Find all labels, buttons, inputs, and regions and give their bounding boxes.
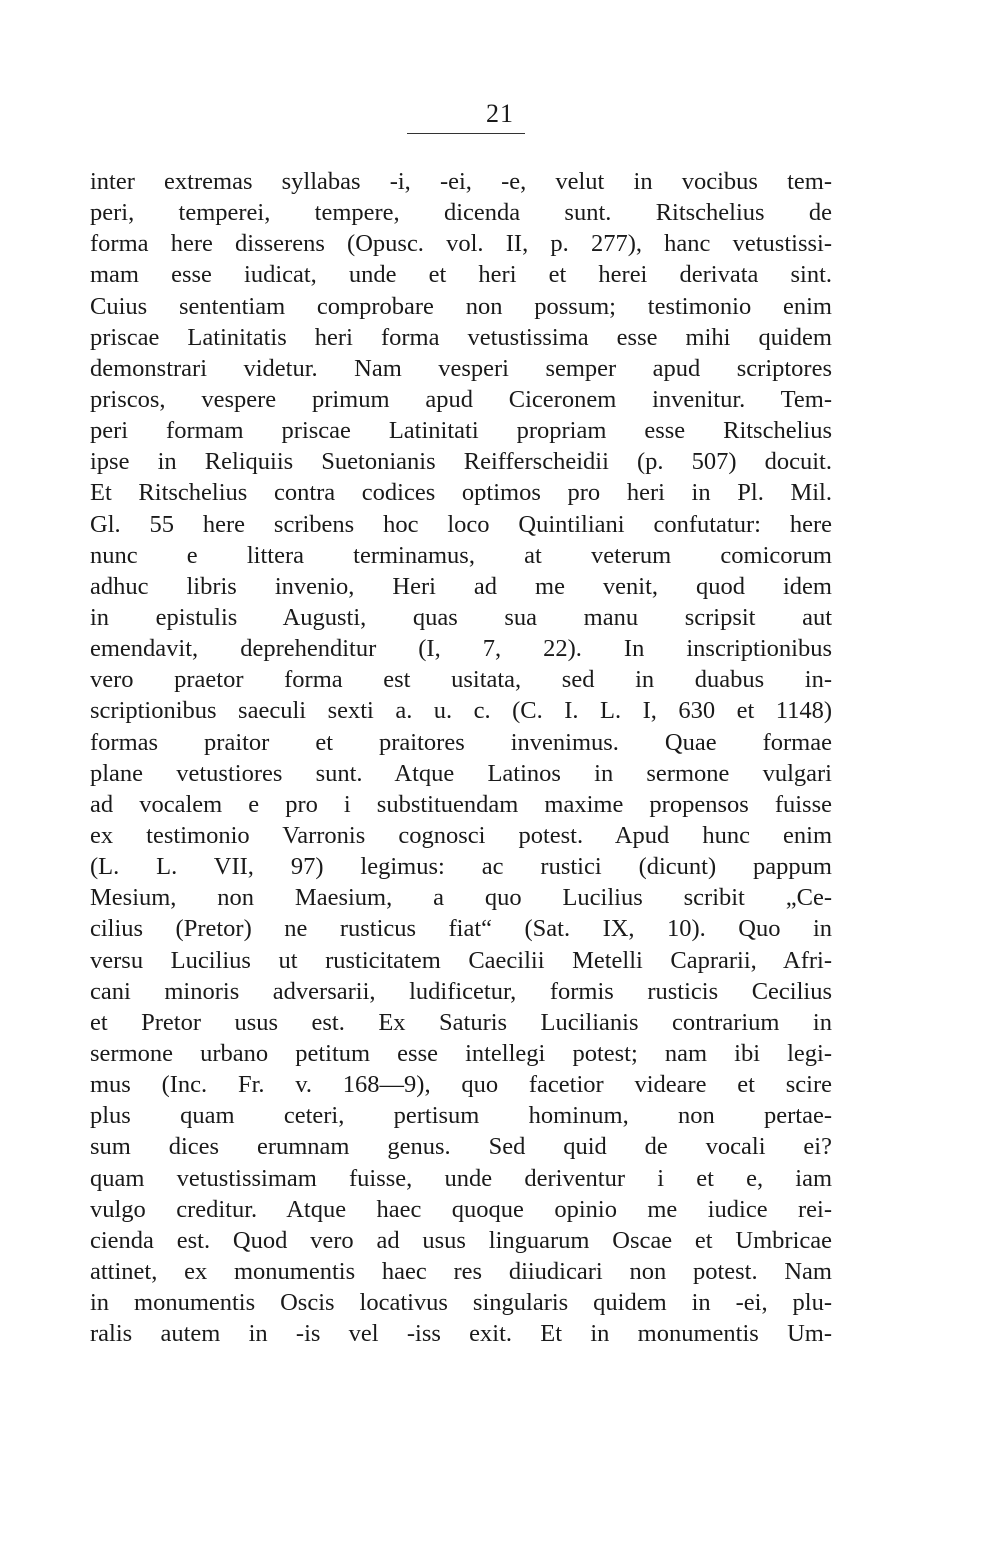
text-line: cilius (Pretor) ne rusticus fiat“ (Sat. IX, 10). Quo in bbox=[90, 915, 832, 943]
text-line: plane vetustiores sunt. Atque Latinos in sermone vulgari bbox=[90, 759, 832, 787]
text-line: ralis autem in -is vel -iss exit. Et in monumentis Um- bbox=[90, 1320, 832, 1348]
text-line: Mesium, non Maesium, a quo Lucilius scribit „Ce- bbox=[90, 884, 832, 912]
page-number: 21 bbox=[486, 99, 514, 128]
text-line: plus quam ceteri, pertisum hominum, non pertae- bbox=[90, 1102, 832, 1130]
text-line: emendavit, deprehenditur (I, 7, 22). In inscriptionibus bbox=[90, 635, 832, 663]
body-text bbox=[90, 166, 832, 1349]
text-line: vulgo creditur. Atque haec quoque opinio me iudice rei- bbox=[90, 1195, 832, 1223]
text-line: peri formam priscae Latinitati propriam esse Ritschelius bbox=[90, 417, 832, 445]
text-line: (L. L. VII, 97) legimus: ac rustici (dicunt) pappum bbox=[90, 853, 832, 881]
text-line: forma here disserens (Opusc. vol. II, p. 277), hanc vetustissi- bbox=[90, 230, 832, 258]
text-line: Cuius sententiam comprobare non possum; testimonio enim bbox=[90, 292, 832, 320]
text-line: cienda est. Quod vero ad usus linguarum Oscae et Umbricae bbox=[90, 1226, 832, 1254]
text-line: peri, temperei, tempere, dicenda sunt. Ritschelius de bbox=[90, 199, 832, 227]
text-line: cani minoris adversarii, ludificetur, formis rusticis Cecilius bbox=[90, 977, 832, 1005]
text-line: nunc e littera terminamus, at veterum comicorum bbox=[90, 541, 832, 569]
text-line: priscae Latinitatis heri forma vetustissima esse mihi quidem bbox=[90, 323, 832, 351]
text-line: mus (Inc. Fr. v. 168—9), quo facetior videare et scire bbox=[90, 1071, 832, 1099]
text-line: inter extremas syllabas -i, -ei, -e, velut in vocibus tem- bbox=[90, 168, 832, 195]
text-line: vero praetor forma est usitata, sed in duabus in- bbox=[90, 666, 832, 694]
text-line: sermone urbano petitum esse intellegi potest; nam ibi legi- bbox=[90, 1039, 832, 1067]
text-line: Et Ritschelius contra codices optimos pro heri in Pl. Mil. bbox=[90, 479, 832, 507]
text-line: demonstrari videtur. Nam vesperi semper apud scriptores bbox=[90, 354, 832, 382]
text-line: priscos, vespere primum apud Ciceronem invenitur. Tem- bbox=[90, 385, 832, 413]
text-line: ad vocalem e pro i substituendam maxime propensos fuisse bbox=[90, 790, 832, 818]
text-line: quam vetustissimam fuisse, unde deriventur i et e, iam bbox=[90, 1164, 832, 1192]
text-line: sum dices erumnam genus. Sed quid de vocali ei? bbox=[90, 1133, 832, 1161]
text-line: attinet, ex monumentis haec res diiudicari non potest. Nam bbox=[90, 1257, 832, 1285]
text-line: versu Lucilius ut rusticitatem Caecilii Metelli Caprarii, Afri- bbox=[90, 946, 832, 974]
text-line: ipse in Reliquiis Suetonianis Reifferscheidii (p. 507) docuit. bbox=[90, 448, 832, 476]
text-line: Gl. 55 here scribens hoc loco Quintiliani confutatur: here bbox=[90, 510, 832, 538]
text-line: ex testimonio Varronis cognosci potest. Apud hunc enim bbox=[90, 821, 832, 849]
text-line: in monumentis Oscis locativus singularis quidem in -ei, plu- bbox=[90, 1289, 832, 1317]
page-number-rule bbox=[407, 133, 525, 134]
text-line: scriptionibus saeculi sexti a. u. c. (C. I. L. I, 630 et 1148) bbox=[90, 697, 832, 725]
text-line: formas praitor et praitores invenimus. Quae formae bbox=[90, 728, 832, 756]
text-line: in epistulis Augusti, quas sua manu scripsit aut bbox=[90, 603, 832, 631]
text-line: mam esse iudicat, unde et heri et herei derivata sint. bbox=[90, 261, 832, 289]
text-line: et Pretor usus est. Ex Saturis Lucilianis contrarium in bbox=[90, 1008, 832, 1036]
text-line: adhuc libris invenio, Heri ad me venit, quod idem bbox=[90, 572, 832, 600]
